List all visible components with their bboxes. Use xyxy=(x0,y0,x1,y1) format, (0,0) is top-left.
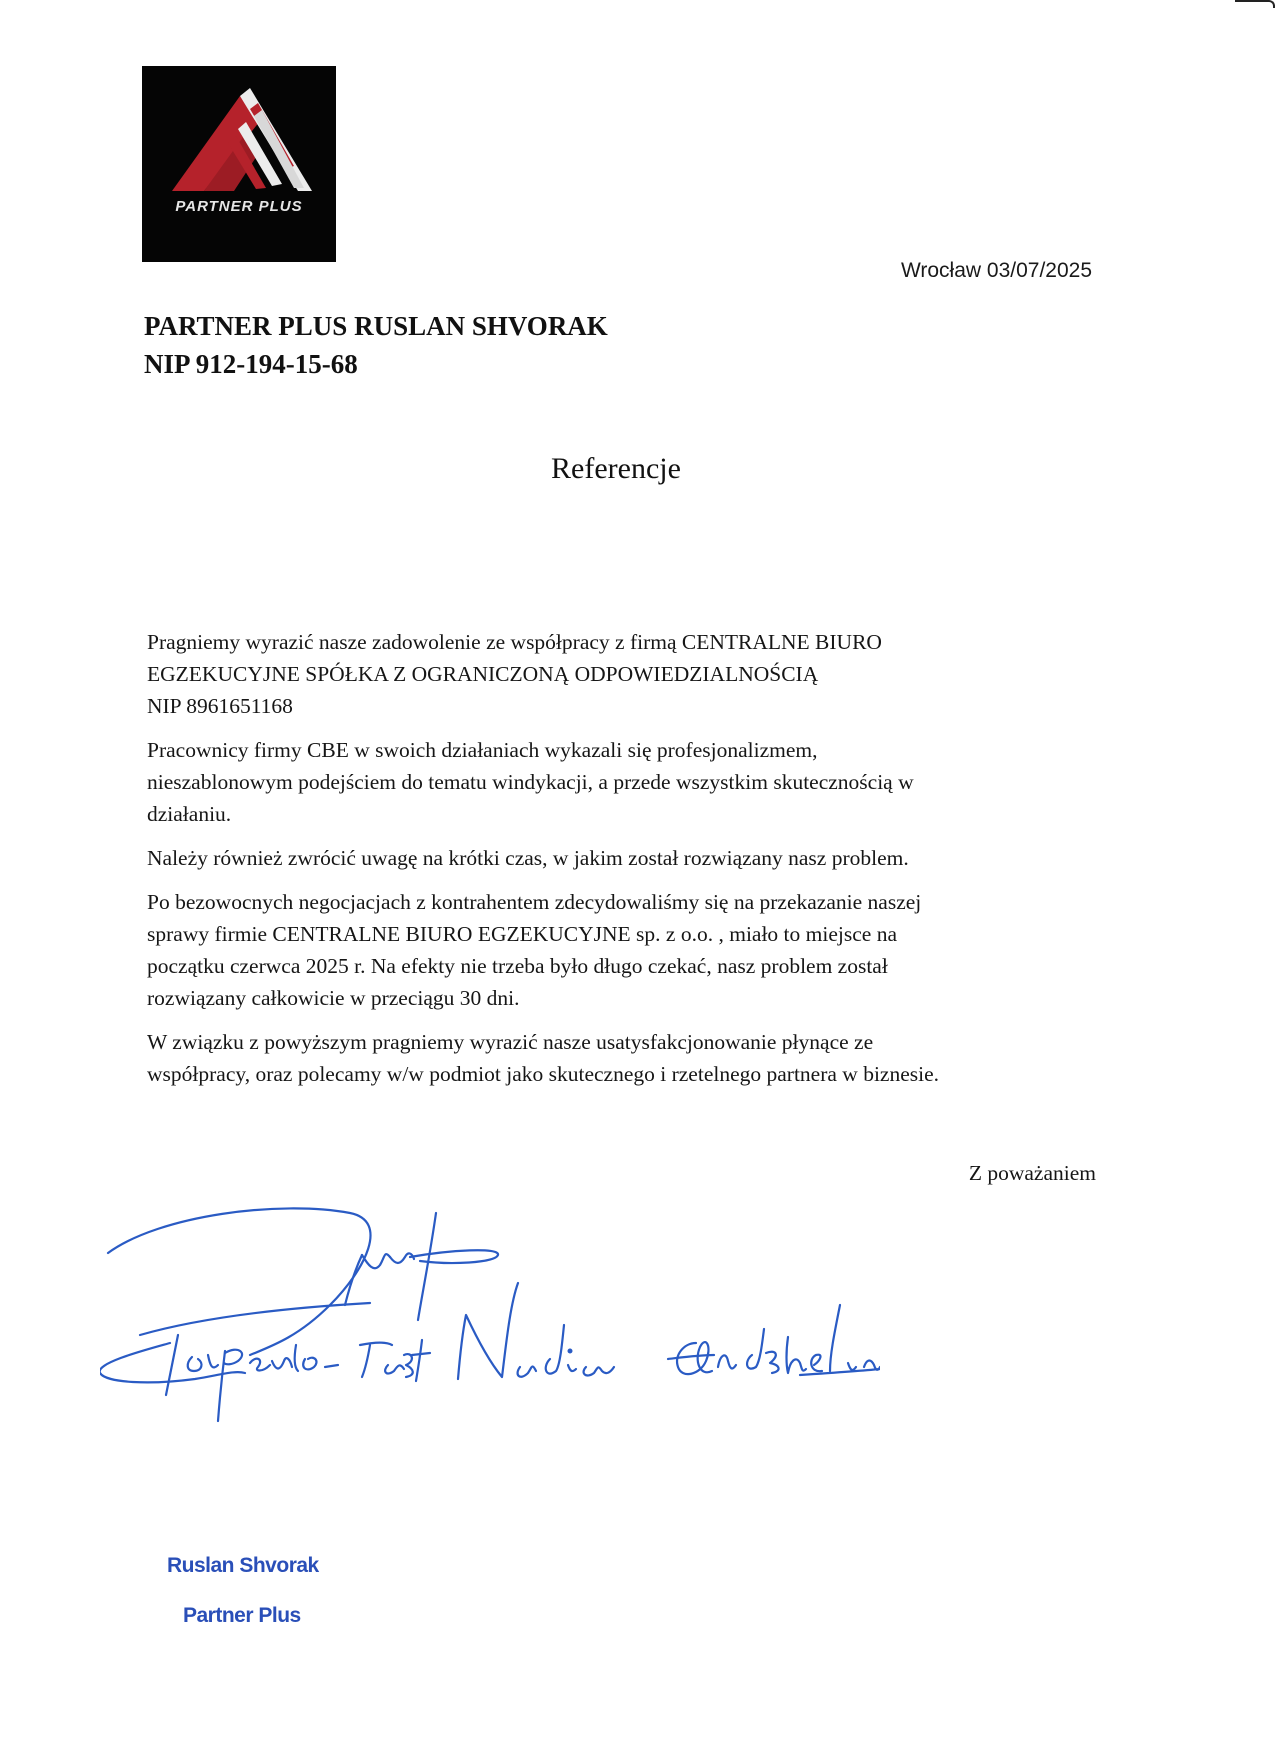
paragraph-line: rozwiązany całkowicie w przeciągu 30 dni. xyxy=(147,986,520,1010)
paragraph-line: W związku z powyższym pragniemy wyrazić nasze usatysfakcjonowanie płynące ze xyxy=(147,1030,874,1054)
paragraph-3 xyxy=(147,842,1107,874)
closing-phrase: Z poważaniem xyxy=(968,1161,1096,1185)
paragraph-line: współpracy, oraz polecamy w/w podmiot jako skutecznego i rzetelnego partnera w biznesie. xyxy=(147,1062,940,1086)
scan-corner-mark xyxy=(1235,0,1275,8)
paragraph-line: nieszablonowym podejściem do tematu windykacji, a przede wszystkim skutecznością w xyxy=(147,770,914,794)
stamp-name: Ruslan Shvorak xyxy=(167,1554,319,1577)
letter-body xyxy=(147,626,1107,1102)
paragraph-line: sprawy firmie CENTRALNE BIURO EGZEKUCYJNE sp. z o.o. , miało to miejsce na xyxy=(147,922,897,946)
paragraph-line: Pracownicy firmy CBE w swoich działaniach wykazali się profesjonalizmem, xyxy=(147,738,818,762)
paragraph-line: Należy również zwrócić uwagę na krótki czas, w jakim został rozwiązany nasz problem. xyxy=(147,846,909,870)
paragraph-line: początku czerwca 2025 r. Na efekty nie trzeba było długo czekać, nasz problem został xyxy=(147,954,888,978)
handwritten-signature xyxy=(100,1195,880,1445)
paragraph-line: EGZEKUCYJNE SPÓŁKA Z OGRANICZONĄ ODPOWIEDZIALNOŚCIĄ xyxy=(147,662,819,686)
paragraph-line: NIP 8961651168 xyxy=(147,694,293,718)
letter-date: Wrocław 03/07/2025 xyxy=(900,259,1092,282)
stamp-company: Partner Plus xyxy=(183,1604,301,1627)
paragraph-line: działaniu. xyxy=(147,802,232,826)
company-header xyxy=(144,307,608,383)
company-name: PARTNER PLUS RUSLAN SHVORAK xyxy=(144,311,608,341)
paragraph-5 xyxy=(147,1026,1107,1090)
paragraph-line: Pragniemy wyrazić nasze zadowolenie ze współpracy z firmą CENTRALNE BIURO xyxy=(147,630,882,654)
document-title: Referencje xyxy=(551,452,681,485)
paragraph-line: Po bezowocnych negocjacjach z kontrahentem zdecydowaliśmy się na przekazanie naszej xyxy=(147,890,922,914)
partner-plus-logo xyxy=(142,66,336,262)
svg-text:PARTNER PLUS: PARTNER PLUS xyxy=(175,198,303,215)
paragraph-1 xyxy=(147,626,1107,722)
company-nip: NIP 912-194-15-68 xyxy=(144,349,358,379)
paragraph-2 xyxy=(147,734,1107,830)
paragraph-4 xyxy=(147,886,1107,1014)
